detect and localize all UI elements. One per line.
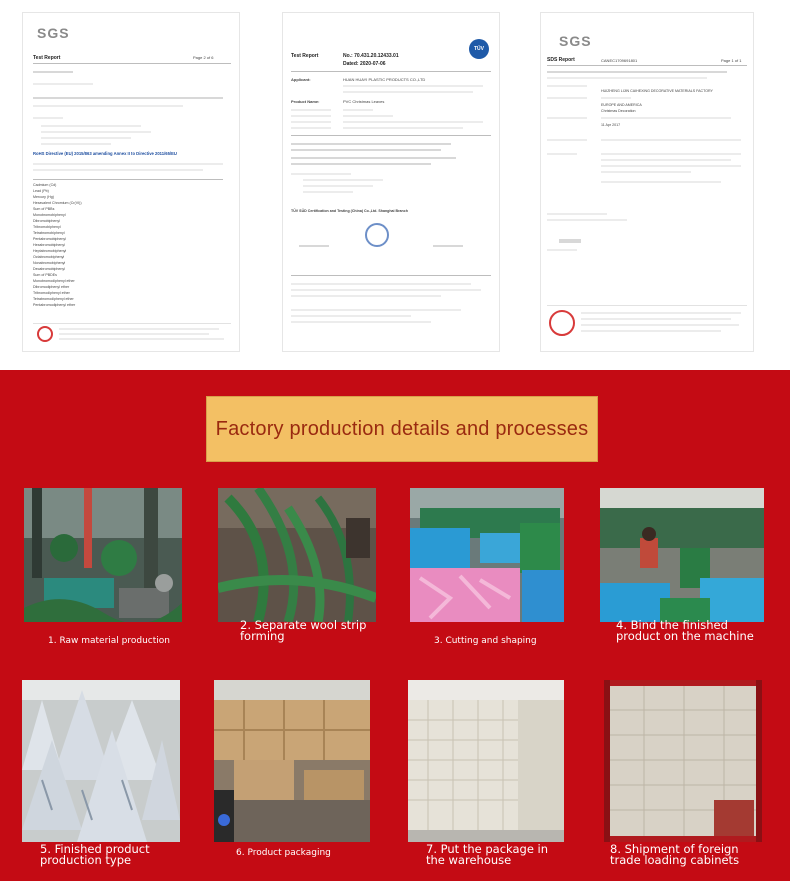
production-section [0, 370, 790, 881]
step-caption: 1. Raw material production [48, 636, 170, 646]
row-label: Decabromobiphenyl [33, 267, 65, 271]
row-label: Hexavalent Chromium (Cr(VI)) [33, 201, 82, 205]
certificate-sgs-rohs [22, 12, 240, 352]
report-title: Test Report [291, 53, 319, 59]
report-number: CANEC1709691801 [601, 58, 638, 63]
step-shipment [604, 680, 762, 870]
step-binding [600, 488, 764, 673]
company: HUIZHENG LIJIN CAIHEXING DECORATIVE MATERIALS FACTORY [601, 89, 713, 93]
page-number: Page 2 of 6 [193, 55, 214, 60]
tuv-stamp-icon [365, 223, 389, 247]
row-label: Pentabromodiphenyl ether [33, 303, 76, 307]
row-label: Heptabromobiphenyl [33, 249, 67, 253]
destination: EUROPE AND AMERICA [601, 103, 642, 107]
row-label: Dibromobiphenyl [33, 219, 60, 223]
step-warehouse [408, 680, 564, 870]
row-label: Tribromobiphenyl [33, 225, 61, 229]
report-title: Test Report [33, 55, 61, 61]
row-label: Sum of PBDEs [33, 273, 57, 277]
step-wool-strip [218, 488, 376, 673]
row-label: Octabromobiphenyl [33, 255, 65, 259]
row-label: Hexabromobiphenyl [33, 243, 65, 247]
red-seal-icon [549, 310, 575, 336]
raw-material-photo [24, 488, 182, 622]
sgs-logo: SGS [37, 25, 70, 41]
row-label: Cadmium (Cd) [33, 183, 57, 187]
end-use: Christmas Decoration [601, 109, 636, 113]
cutting-photo [410, 488, 564, 622]
banner-title: Factory production details and processes [215, 417, 589, 440]
finished-trees-photo [22, 680, 180, 842]
report-number: No.: 70.431.20.12433.01 [343, 53, 399, 59]
step-packaging [214, 680, 370, 870]
step-caption: 2. Separate wool strip forming [240, 618, 367, 643]
applicant: HUAN HUAYI PLASTIC PRODUCTS CO.,LTD [343, 77, 426, 82]
row-label: Tetrabromodiphenyl ether [33, 297, 74, 301]
certificate-sgs-sds [540, 12, 754, 352]
section-heading: RoHS Directive (EU) 2015/863 amending Annex II to Directive 2011/65/EU [33, 151, 177, 156]
warehouse-photo [408, 680, 564, 842]
row-label: Mercury (Hg) [33, 195, 54, 199]
issuer: TÜV SÜD Certification and Testing (China) Co.,Ltd. Shanghai Branch [291, 209, 408, 213]
row-label: Tetrabromobiphenyl [33, 231, 65, 235]
row-label: Tribromodiphenyl ether [33, 291, 70, 295]
report-date: Dated: 2020-07-06 [343, 61, 386, 67]
step-caption: 7. Put the package in the warehouse [426, 842, 549, 867]
row-label: Monobromodiphenyl ether [33, 279, 75, 283]
wool-strip-photo [218, 488, 376, 622]
row-label: Nonabromobiphenyl [33, 261, 66, 265]
step-cutting [410, 488, 564, 673]
binding-photo [600, 488, 764, 622]
table-row [33, 303, 223, 309]
step-caption: 8. Shipment of foreign trade loading cabinets [610, 842, 740, 867]
step-caption: 3. Cutting and shaping [434, 636, 537, 646]
certificates-strip [0, 0, 790, 370]
tuv-logo-icon: TÜV [469, 39, 489, 59]
row-label: Dibromodiphenyl ether [33, 285, 70, 289]
row-label: Lead (Pb) [33, 189, 49, 193]
report-title: SDS Report [547, 57, 575, 63]
row-label: Monobromobiphenyl [33, 213, 66, 217]
step-caption: 4. Bind the finished product on the machine [616, 618, 754, 643]
packaging-photo [214, 680, 370, 842]
step-caption: 5. Finished product production type [40, 842, 150, 867]
step-raw-material [24, 488, 182, 673]
row-label: Sum of PBBs [33, 207, 55, 211]
sgs-logo: SGS [559, 33, 592, 49]
section-banner [206, 396, 598, 462]
certificate-tuv: TÜV Test Report No.: 70.431.20.12433.01 Dated: 2020-07-06 Applicant: HUAN HUAYI PLASTIC PRODUCTS CO.,LTD Product Name: PVC Christmas Leaves TÜV SÜD Certification and Testing (China) Co.,Ltd. Shanghai Branch [282, 12, 500, 352]
product-name: PVC Christmas Leaves [343, 99, 385, 104]
page-number: Page 1 of 1 [721, 58, 742, 63]
step-caption: 6. Product packaging [236, 848, 331, 858]
issue-date: 11 Apr 2017 [601, 123, 621, 127]
row-label: Pentabromobiphenyl [33, 237, 66, 241]
red-seal-icon [37, 326, 53, 342]
step-finished-product [22, 680, 180, 870]
container-photo [604, 680, 762, 842]
